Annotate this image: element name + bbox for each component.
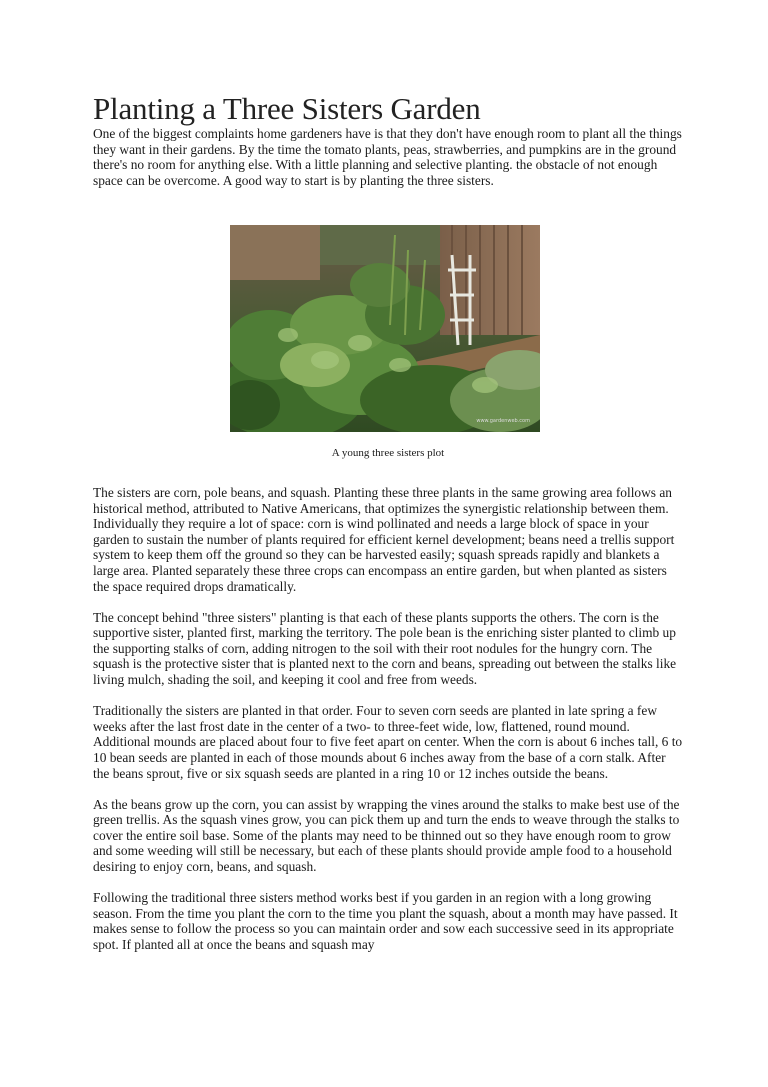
garden-photo bbox=[230, 225, 540, 432]
intro-paragraph: One of the biggest complaints home gardeners have is that they don't have enough room to plant all the things they want in their gardens. By the time the tomato plants, peas, strawberries, and pumpkins are in the ground there's no room for anything else. With a little planning and selective planting. the obstacle of not enough space can be overcome. A good way to start is by planting the three sisters. bbox=[93, 126, 682, 188]
document-title: Planting a Three Sisters Garden bbox=[93, 91, 481, 126]
paragraph-2: The concept behind "three sisters" planting is that each of these plants supports the others. The corn is the supportive sister, planted first, marking the territory. The pole bean is the enriching sister planted to climb up the supporting stalks of corn, adding nitrogen to the soil with their root nodules for the hungry corn. The squash is the protective sister that is planted next to the corn and beans, spreading out between the stalks like living mulch, shading the soil, and keeping it cool and free from weeds. bbox=[93, 609, 677, 688]
document-page bbox=[93, 91, 683, 952]
paragraph-1: The sisters are corn, pole beans, and squash. Planting these three plants in the same growing area follows an historical method, attributed to Native Americans, that optimizes the synergistic relationship between them. Individually they require a lot of space: corn is wind pollinated and needs a large block of space in your garden to sustain the number of plants required for efficient kernel development; beans need a trellis support system to keep them off the ground so they can be harvested easily; squash spreads rapidly and blankets a large area. Planted separately these three crops can encompass an entire garden, but when planted as sisters the space required drops dramatically. bbox=[93, 485, 675, 594]
figure-caption: A young three sisters plot bbox=[331, 447, 445, 459]
paragraph-4: As the beans grow up the corn, you can assist by wrapping the vines around the stalks to make best use of the green trellis. As the squash vines grow, you can pick them up and turn the ends to weave through the stalks to cover the entire soil base. Some of the plants may need to be thinned out so they have enough room to grow and some weeding will still be necessary, but each of these plants should provide ample food to a household desiring to enjoy corn, beans, and squash. bbox=[93, 796, 680, 874]
photo-watermark: www.gardenweb.com bbox=[476, 418, 530, 424]
body-text bbox=[93, 485, 683, 952]
paragraph-5: Following the traditional three sisters method works best if you garden in an region with a long growing season. From the time you plant the corn to the time you plant the squash, about a month may have passed. It makes sense to follow the process so you can maintain order and sow each successive seed in its appropriate spot. If planted all at once the beans and squash may bbox=[93, 890, 678, 952]
paragraph-3: Traditionally the sisters are planted in that order. Four to seven corn seeds are planted in late spring a few weeks after the last frost date in the center of a two- to three-feet wide, low, flattened, round mound. Additional mounds are placed about four to five feet apart on center. When the corn is about 6 inches tall, 6 to 10 bean seeds are planted in each of those mounds about 6 inches away from the base of a corn stalk. After the beans sprout, five or six squash seeds are planted in a ring 10 or 12 inches outside the beans. bbox=[93, 703, 683, 781]
